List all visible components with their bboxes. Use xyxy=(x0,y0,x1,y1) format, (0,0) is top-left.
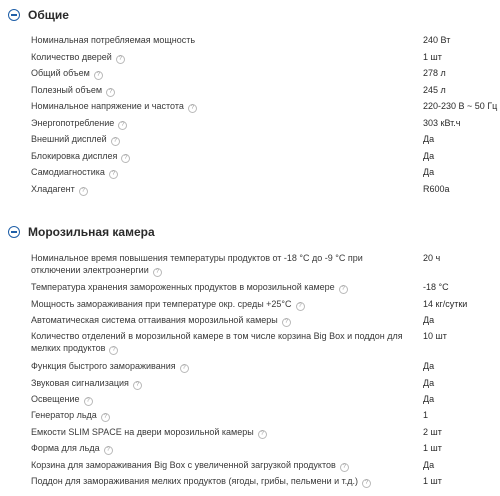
spec-label xyxy=(31,393,414,406)
spec-label-text: Корзина для замораживания Big Box с увеличенной загрузкой продуктов xyxy=(31,460,336,470)
collapse-icon[interactable] xyxy=(8,9,20,21)
info-icon[interactable]: ? xyxy=(106,88,115,97)
spec-label-text: Функция быстрого замораживания xyxy=(31,361,176,371)
spec-label xyxy=(31,442,414,455)
spec-value: Да xyxy=(423,151,435,161)
spec-label xyxy=(31,330,414,355)
spec-value: 1 шт xyxy=(423,443,442,453)
spec-label-text: Температура хранения замороженных продуктов в морозильной камере xyxy=(31,282,335,292)
spec-value: 240 Вт xyxy=(423,35,451,45)
spec-label xyxy=(31,377,414,390)
info-icon[interactable]: ? xyxy=(121,154,130,163)
spec-value: Да xyxy=(423,167,435,177)
section-title: Морозильная камера xyxy=(28,225,155,239)
spec-label-text: Поддон для замораживания мелких продуктов (ягоды, грибы, пельмени и т.д.) xyxy=(31,476,359,486)
spec-label xyxy=(31,34,414,46)
info-icon[interactable]: ? xyxy=(101,413,110,422)
section-title: Общие xyxy=(28,8,69,22)
spec-label xyxy=(31,183,414,196)
spec-value: 20 ч xyxy=(423,253,441,263)
spec-label-text: Количество дверей xyxy=(31,52,112,62)
info-icon[interactable]: ? xyxy=(104,446,113,455)
spec-label-text: Форма для льда xyxy=(31,443,100,453)
info-icon[interactable]: ? xyxy=(111,137,120,146)
info-icon[interactable]: ? xyxy=(282,318,291,327)
spec-value: Да xyxy=(423,394,435,404)
spec-label-text: Звуковая сигнализация xyxy=(31,378,129,388)
spec-value: Да xyxy=(423,361,435,371)
spec-label xyxy=(31,409,414,422)
info-icon[interactable]: ? xyxy=(79,187,88,196)
spec-label xyxy=(31,84,414,97)
spec-label xyxy=(31,133,414,146)
spec-value: 14 кг/сутки xyxy=(423,299,468,309)
info-icon[interactable]: ? xyxy=(340,463,349,472)
info-icon[interactable]: ? xyxy=(118,121,127,130)
spec-label-text: Количество отделений в морозильной камере в том числе корзина Big Box и поддон для мелких продуктов xyxy=(31,331,403,353)
spec-value: Да xyxy=(423,315,435,325)
info-icon[interactable]: ? xyxy=(133,381,142,390)
spec-value: 220-230 В ~ 50 Гц xyxy=(423,101,498,111)
spec-value: Да xyxy=(423,460,435,470)
spec-value: 303 кВт.ч xyxy=(423,118,461,128)
spec-value: Да xyxy=(423,134,435,144)
spec-label xyxy=(31,281,414,294)
spec-value: 10 шт xyxy=(423,331,447,341)
spec-label-text: Общий объем xyxy=(31,68,90,78)
spec-value: -18 °C xyxy=(423,282,449,292)
spec-label xyxy=(31,314,414,327)
info-icon[interactable]: ? xyxy=(188,104,197,113)
info-icon[interactable]: ? xyxy=(296,302,305,311)
section-header-general[interactable] xyxy=(8,5,69,25)
section-header-freezer[interactable] xyxy=(8,222,155,242)
info-icon[interactable]: ? xyxy=(180,364,189,373)
spec-label-text: Освещение xyxy=(31,394,80,404)
spec-label xyxy=(31,426,414,439)
spec-label-text: Внешний дисплей xyxy=(31,134,107,144)
info-icon[interactable]: ? xyxy=(116,55,125,64)
spec-value: 245 л xyxy=(423,85,446,95)
spec-label-text: Полезный объем xyxy=(31,85,103,95)
spec-label-text: Автоматическая система оттаивания морозильной камеры xyxy=(31,315,278,325)
spec-label-text: Генератор льда xyxy=(31,410,97,420)
collapse-icon[interactable] xyxy=(8,226,20,238)
spec-value: Да xyxy=(423,378,435,388)
info-icon[interactable]: ? xyxy=(362,479,371,488)
spec-value: 1 шт xyxy=(423,52,442,62)
spec-label-text: Емкости SLIM SPACE на двери морозильной камеры xyxy=(31,427,254,437)
spec-label xyxy=(31,166,414,179)
spec-label-text: Номинальное время повышения температуры продуктов от -18 °С до -9 °С при отключении электроэнергии xyxy=(31,253,363,275)
spec-label-text: Мощность замораживания при температуре окр. среды +25°С xyxy=(31,299,292,309)
spec-value: R600a xyxy=(423,184,450,194)
spec-label xyxy=(31,150,414,163)
info-icon[interactable]: ? xyxy=(109,170,118,179)
info-icon[interactable]: ? xyxy=(258,430,267,439)
spec-label xyxy=(31,360,414,373)
info-icon[interactable]: ? xyxy=(153,268,162,277)
info-icon[interactable]: ? xyxy=(109,346,118,355)
spec-label xyxy=(31,475,414,488)
spec-label-text: Самодиагностика xyxy=(31,167,105,177)
spec-label xyxy=(31,298,414,311)
spec-label xyxy=(31,252,414,277)
spec-value: 1 xyxy=(423,410,429,420)
info-icon[interactable]: ? xyxy=(339,285,348,294)
spec-label-text: Блокировка дисплея xyxy=(31,151,118,161)
spec-label xyxy=(31,67,414,80)
spec-label-text: Номинальное напряжение и частота xyxy=(31,101,184,111)
spec-value: 278 л xyxy=(423,68,446,78)
info-icon[interactable]: ? xyxy=(84,397,93,406)
spec-label-text: Номинальная потребляемая мощность xyxy=(31,35,196,45)
spec-label xyxy=(31,100,414,113)
spec-value: 1 шт xyxy=(423,476,442,486)
info-icon[interactable]: ? xyxy=(94,71,103,80)
spec-value: 2 шт xyxy=(423,427,442,437)
spec-label xyxy=(31,117,414,130)
spec-label xyxy=(31,459,414,472)
spec-label-text: Хладагент xyxy=(31,184,75,194)
spec-label-text: Энергопотребление xyxy=(31,118,115,128)
spec-label xyxy=(31,51,414,64)
